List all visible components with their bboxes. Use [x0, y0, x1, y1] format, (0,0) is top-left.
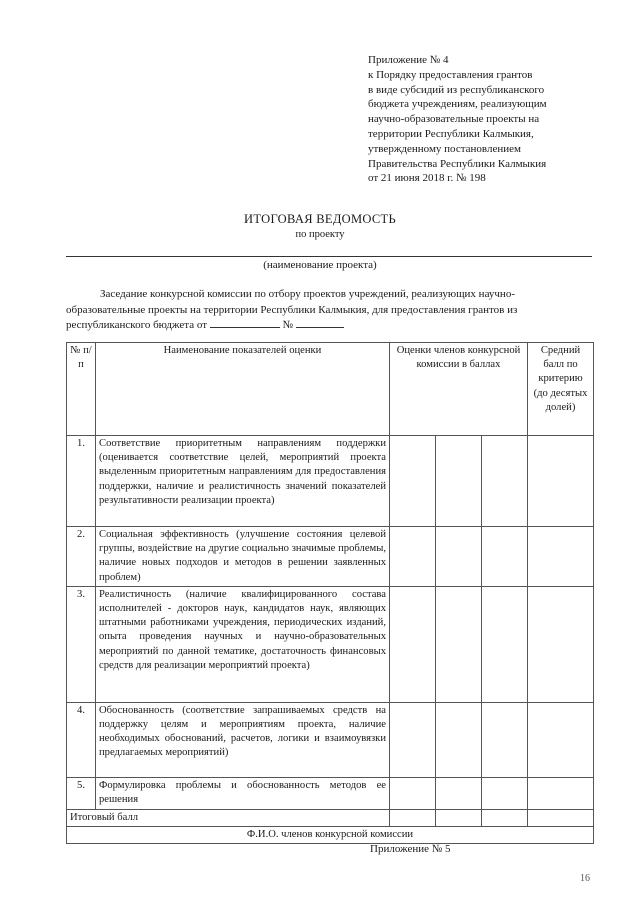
row-number: 1. [67, 436, 96, 527]
header-number: № п/п [67, 343, 96, 436]
total-average-cell[interactable] [528, 809, 594, 826]
row-number: 2. [67, 527, 96, 587]
score-cell[interactable] [482, 777, 528, 809]
header-indicator: Наименование показателей оценки [96, 343, 390, 436]
appendix-line: Приложение № 4 [368, 54, 449, 66]
intro-line: образовательные проекты на территории Республики Калмыкия, для предоставления грантов из [66, 303, 518, 316]
project-name-caption: (наименование проекта) [263, 259, 377, 271]
score-cell[interactable] [390, 586, 436, 702]
score-cell[interactable] [436, 702, 482, 777]
appendix-line: Правительства Республики Калмыкия [368, 157, 547, 170]
page-number: 16 [580, 873, 590, 884]
commission-members-label: Ф.И.О. членов конкурсной комиссии [67, 827, 594, 844]
average-cell[interactable] [528, 777, 594, 809]
criterion-text: Социальная эффективность (улучшение состояния целевой группы, воздействие на другие социально значимые проблемы, наличие новых подходов и методов в решении заявленных проблем) [96, 527, 390, 587]
intro-number-sign: № [282, 319, 294, 331]
score-cell[interactable] [390, 436, 436, 527]
evaluation-table [66, 342, 594, 844]
appendix-line: в виде субсидий из республиканского [368, 83, 545, 96]
intro-paragraph [66, 287, 594, 334]
score-cell[interactable] [482, 702, 528, 777]
score-cell[interactable] [482, 527, 528, 587]
score-cell[interactable] [482, 586, 528, 702]
table-row [67, 586, 594, 702]
intro-line: Заседание конкурсной комиссии по отбору проектов учреждений, реализующих научно- [100, 288, 515, 300]
project-name-line[interactable] [66, 256, 592, 257]
number-blank[interactable] [296, 318, 344, 328]
appendix-line: территории Республики Калмыкия, [368, 127, 534, 140]
intro-line-date [66, 318, 594, 334]
document-subtitle: по проекту [295, 229, 345, 240]
appendix-line: утвержденному постановлением [368, 142, 521, 155]
score-cell[interactable] [390, 777, 436, 809]
document-title: ИТОГОВАЯ ВЕДОМОСТЬ [244, 212, 396, 226]
table-row [67, 436, 594, 527]
criterion-text: Формулировка проблемы и обоснованность методов ее решения [96, 777, 390, 809]
appendix-line: научно-образовательные проекты на [368, 113, 540, 126]
average-cell[interactable] [528, 702, 594, 777]
criterion-text: Реалистичность (наличие квалифицированного состава исполнителей - докторов наук, кандидатов наук, являющих штатными работниками учреждения, периодических изданий, опыта проведения научных и научно-образовательных мероприятий по данной тематике, достаточность финансовых средств для реализации мероприятий проекта) [96, 586, 390, 702]
appendix-line: от 21 июня 2018 г. № 198 [368, 172, 486, 185]
criterion-text: Обоснованность (соответствие запрашиваемых средств на поддержку целям и мероприятиям проекта, наличие необходимых обоснований, расчетов, логики и взаимоувязки предлагаемых мероприятий) [96, 702, 390, 777]
row-number: 4. [67, 702, 96, 777]
date-blank[interactable] [210, 318, 280, 328]
criterion-text: Соответствие приоритетным направлениям поддержки (оценивается соответствие целей, мероприятий проекта выделенным приоритетным направлениям для предоставления поддержки, наличие и реалистичность значений показателей результативности реализации проекта) [96, 436, 390, 527]
score-cell[interactable] [436, 777, 482, 809]
fio-row [67, 827, 594, 844]
header-row [67, 343, 594, 436]
appendix-line: бюджета учреждениям, реализующим [368, 98, 547, 111]
total-score-cell[interactable] [436, 809, 482, 826]
table-row [67, 702, 594, 777]
average-cell[interactable] [528, 527, 594, 587]
total-score-cell[interactable] [390, 809, 436, 826]
average-cell[interactable] [528, 586, 594, 702]
table-row [67, 527, 594, 587]
appendix-line: к Порядку предоставления грантов [368, 68, 533, 81]
total-row [67, 809, 594, 826]
appendix-header [368, 53, 628, 186]
header-average: Средний балл по критерию (до десятых долей) [528, 343, 594, 436]
header-scores: Оценки членов конкурсной комиссии в баллах [390, 343, 528, 436]
table-row [67, 777, 594, 809]
total-score-label: Итоговый балл [67, 809, 390, 826]
row-number: 3. [67, 586, 96, 702]
score-cell[interactable] [436, 436, 482, 527]
average-cell[interactable] [528, 436, 594, 527]
intro-date-prefix: республиканского бюджета от [66, 319, 208, 331]
score-cell[interactable] [436, 586, 482, 702]
row-number: 5. [67, 777, 96, 809]
total-score-cell[interactable] [482, 809, 528, 826]
next-appendix-label: Приложение № 5 [370, 843, 451, 855]
score-cell[interactable] [482, 436, 528, 527]
score-cell[interactable] [436, 527, 482, 587]
score-cell[interactable] [390, 702, 436, 777]
score-cell[interactable] [390, 527, 436, 587]
